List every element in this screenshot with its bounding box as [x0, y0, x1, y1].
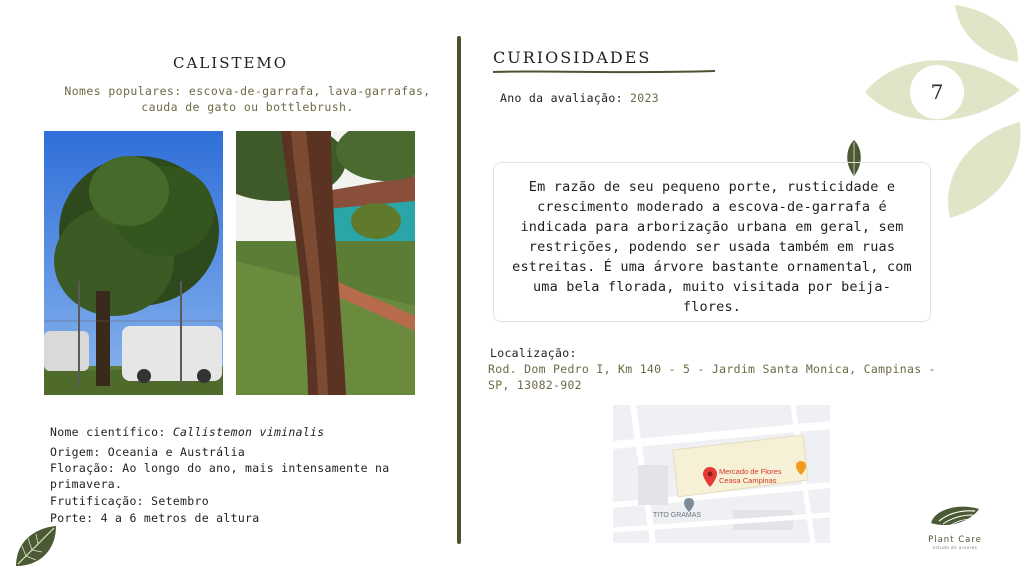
origin: Origem: Oceania e Austrália	[50, 445, 246, 459]
tree-photo	[44, 131, 223, 395]
food-pin-icon[interactable]	[796, 461, 806, 475]
trunk-photo	[236, 131, 415, 395]
map-place-label[interactable]	[719, 467, 782, 485]
curiosity-box	[493, 162, 931, 322]
section-title: CURIOSIDADES	[493, 48, 652, 67]
column-divider	[457, 36, 461, 544]
address: Rod. Dom Pedro I, Km 140 - 5 - Jardim Santa Monica, Campinas - SP, 13082-902	[488, 362, 936, 392]
plant-care-logo-icon	[929, 501, 981, 533]
scientific-name: Callistemon viminalis	[172, 425, 325, 439]
curiosity-text: Em razão de seu pequeno porte, rusticidade e crescimento moderado a escova-de-garrafa é indicada para arborização urbana em geral, sem restrições, podendo ser usada também em ruas estreitas. É uma árvore bastante ornamental, com uma bela florada, muito visitada por beija-flores.	[512, 179, 912, 315]
popular-names: Nomes populares: escova-de-garrafa, lava-garrafas, cauda de gato ou bottlebrush.	[64, 84, 431, 114]
map-pin-icon[interactable]	[703, 467, 717, 487]
title-underline	[493, 68, 715, 76]
logo-tagline: estudo de arvores	[932, 545, 978, 550]
year-value: 2023	[630, 91, 659, 105]
place-pin-icon[interactable]	[684, 498, 694, 512]
leaf-icon	[12, 522, 60, 570]
evaluation-year-line	[500, 90, 659, 106]
location-map[interactable]	[613, 405, 830, 543]
plant-title: CALISTEMO	[173, 54, 289, 72]
scientific-label: Nome científico:	[50, 425, 166, 439]
size: Porte: 4 a 6 metros de altura	[50, 511, 260, 525]
year-label: Ano da avaliação:	[500, 91, 623, 105]
logo-name: Plant Care	[928, 535, 982, 545]
map-secondary-label: TITO GRAMAS	[653, 512, 702, 519]
page-number: 7	[930, 80, 944, 104]
map-place-line2: Ceasa Campinas	[719, 476, 777, 485]
fruiting: Frutificação: Setembro	[50, 494, 209, 508]
map-place-line1: Mercado de Flores	[719, 467, 782, 476]
flowering: Floração: Ao longo do ano, mais intensamente na primavera.	[50, 461, 390, 491]
location-label: Localização:	[490, 346, 577, 360]
scientific-name-line	[50, 424, 325, 440]
page-number-badge	[910, 65, 964, 119]
